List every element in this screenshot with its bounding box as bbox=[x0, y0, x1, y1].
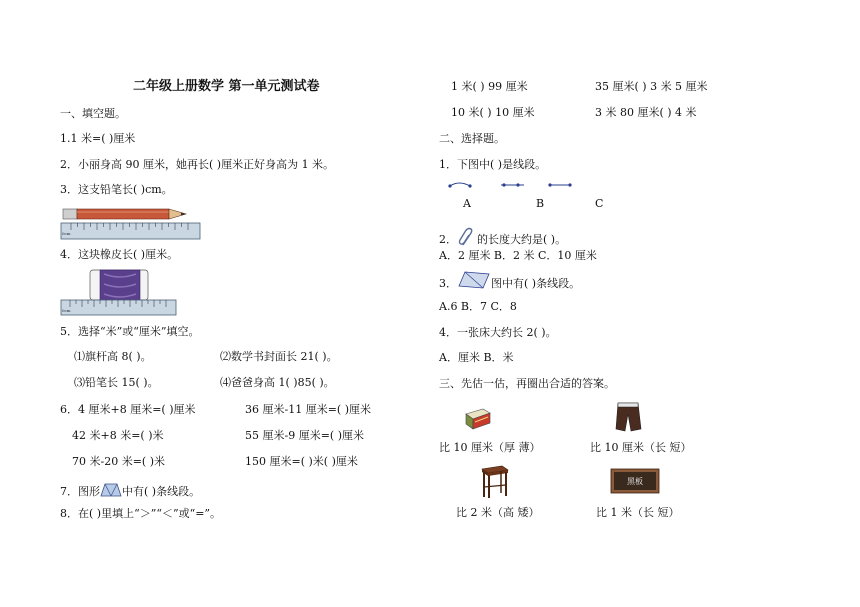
choice-question-2 bbox=[439, 227, 566, 247]
choice-question-2-options: A．2 厘米 B．2 米 C．10 厘米 bbox=[439, 249, 597, 262]
question-3: 3．这支铅笔长( )cm。 bbox=[60, 183, 173, 196]
choice-question-3 bbox=[439, 270, 580, 291]
question-7-prefix: 7．图形 bbox=[60, 485, 100, 498]
compare-2a: 10 米( ) 10 厘米 bbox=[451, 106, 535, 119]
estimate-book: 比 10 厘米（厚 薄） bbox=[439, 441, 541, 454]
choice-question-2-suffix: 的长度大约是( )。 bbox=[477, 233, 567, 246]
question-5: 5．选择“米”或“厘米”填空。 bbox=[60, 325, 200, 338]
compare-1b: 35 厘米( ) 3 米 5 厘米 bbox=[595, 80, 708, 93]
question-2: 2．小丽身高 90 厘米，她再长( )厘米正好身高为 1 米。 bbox=[60, 158, 335, 171]
ray-line-icon bbox=[501, 183, 524, 186]
blackboard-icon bbox=[610, 468, 660, 494]
question-5-1: ⑴旗杆高 8( )。 bbox=[74, 350, 152, 363]
choice-question-4: 4．一张床大约长 2( )。 bbox=[439, 326, 557, 339]
pencil-icon bbox=[63, 209, 186, 219]
choice-question-3-options: A.6 B．7 C．8 bbox=[439, 300, 517, 313]
choice-question-1: 1．下图中( )是线段。 bbox=[439, 158, 547, 171]
choice-question-3-suffix: 图中有( )条线段。 bbox=[491, 277, 581, 290]
choice-question-2-prefix: 2． bbox=[439, 233, 457, 246]
question-8: 8．在( )里填上“＞”“＜”或“=”。 bbox=[60, 507, 222, 520]
option-a-label: A bbox=[463, 197, 471, 210]
ruler-label: 0cm bbox=[62, 231, 71, 236]
trapezoid-figure-icon bbox=[100, 482, 122, 498]
choice-question-4-options: A．厘米 B．米 bbox=[439, 351, 514, 364]
stool-icon bbox=[478, 463, 512, 499]
question-7 bbox=[60, 482, 200, 499]
book-icon bbox=[463, 404, 493, 434]
shorts-icon bbox=[614, 400, 644, 434]
question-6-1a: 6．4 厘米+8 厘米=( )厘米 bbox=[60, 403, 196, 416]
blackboard-label: 黑板 bbox=[627, 477, 643, 486]
question-6-2b: 55 厘米-9 厘米=( )厘米 bbox=[245, 429, 365, 442]
estimate-blackboard: 比 1 米（长 短） bbox=[596, 506, 680, 519]
question-5-4: ⑷爸爸身高 1( )85( )。 bbox=[220, 376, 335, 389]
curved-line-icon bbox=[448, 183, 471, 188]
eraser-icon bbox=[90, 270, 148, 300]
segment-line-icon bbox=[548, 183, 571, 186]
ruler-label: 0cm bbox=[62, 308, 71, 313]
ruler-icon bbox=[61, 223, 200, 239]
option-b-label: B bbox=[536, 197, 545, 210]
compare-1a: 1 米( ) 99 厘米 bbox=[451, 80, 528, 93]
question-5-3: ⑶铅笔长 15( )。 bbox=[74, 376, 159, 389]
section-estimate-heading: 三、先估一估，再圈出合适的答案。 bbox=[439, 377, 615, 390]
question-6-1b: 36 厘米-11 厘米=( )厘米 bbox=[245, 403, 372, 416]
section-fill-blank-heading: 一、填空题。 bbox=[60, 107, 126, 120]
option-c-label: C bbox=[595, 197, 604, 210]
question-4: 4．这块橡皮长( )厘米。 bbox=[60, 248, 179, 261]
quadrilateral-figure-icon bbox=[457, 270, 491, 290]
eraser-ruler-image bbox=[60, 268, 178, 316]
section-choice-heading: 二、选择题。 bbox=[439, 132, 505, 145]
question-6-3a: 70 米-20 米=( )米 bbox=[72, 455, 166, 468]
line-segment-figures bbox=[446, 178, 576, 192]
question-1: 1.1 米=( )厘米 bbox=[60, 132, 136, 145]
compare-2b: 3 米 80 厘米( ) 4 米 bbox=[595, 106, 697, 119]
ruler-icon bbox=[61, 300, 176, 315]
question-6-2a: 42 米+8 米=( )米 bbox=[72, 429, 164, 442]
choice-question-3-prefix: 3． bbox=[439, 277, 457, 290]
question-6-3b: 150 厘米=( )米( )厘米 bbox=[245, 455, 358, 468]
pencil-ruler-image bbox=[60, 204, 202, 240]
paperclip-icon bbox=[457, 227, 477, 247]
estimate-shorts: 比 10 厘米（长 短） bbox=[590, 441, 692, 454]
page-title: 二年级上册数学 第一单元测试卷 bbox=[133, 79, 320, 94]
question-7-suffix: 中有( )条线段。 bbox=[122, 485, 201, 498]
question-5-2: ⑵数学书封面长 21( )。 bbox=[220, 350, 338, 363]
estimate-stool: 比 2 米（高 矮） bbox=[456, 506, 540, 519]
